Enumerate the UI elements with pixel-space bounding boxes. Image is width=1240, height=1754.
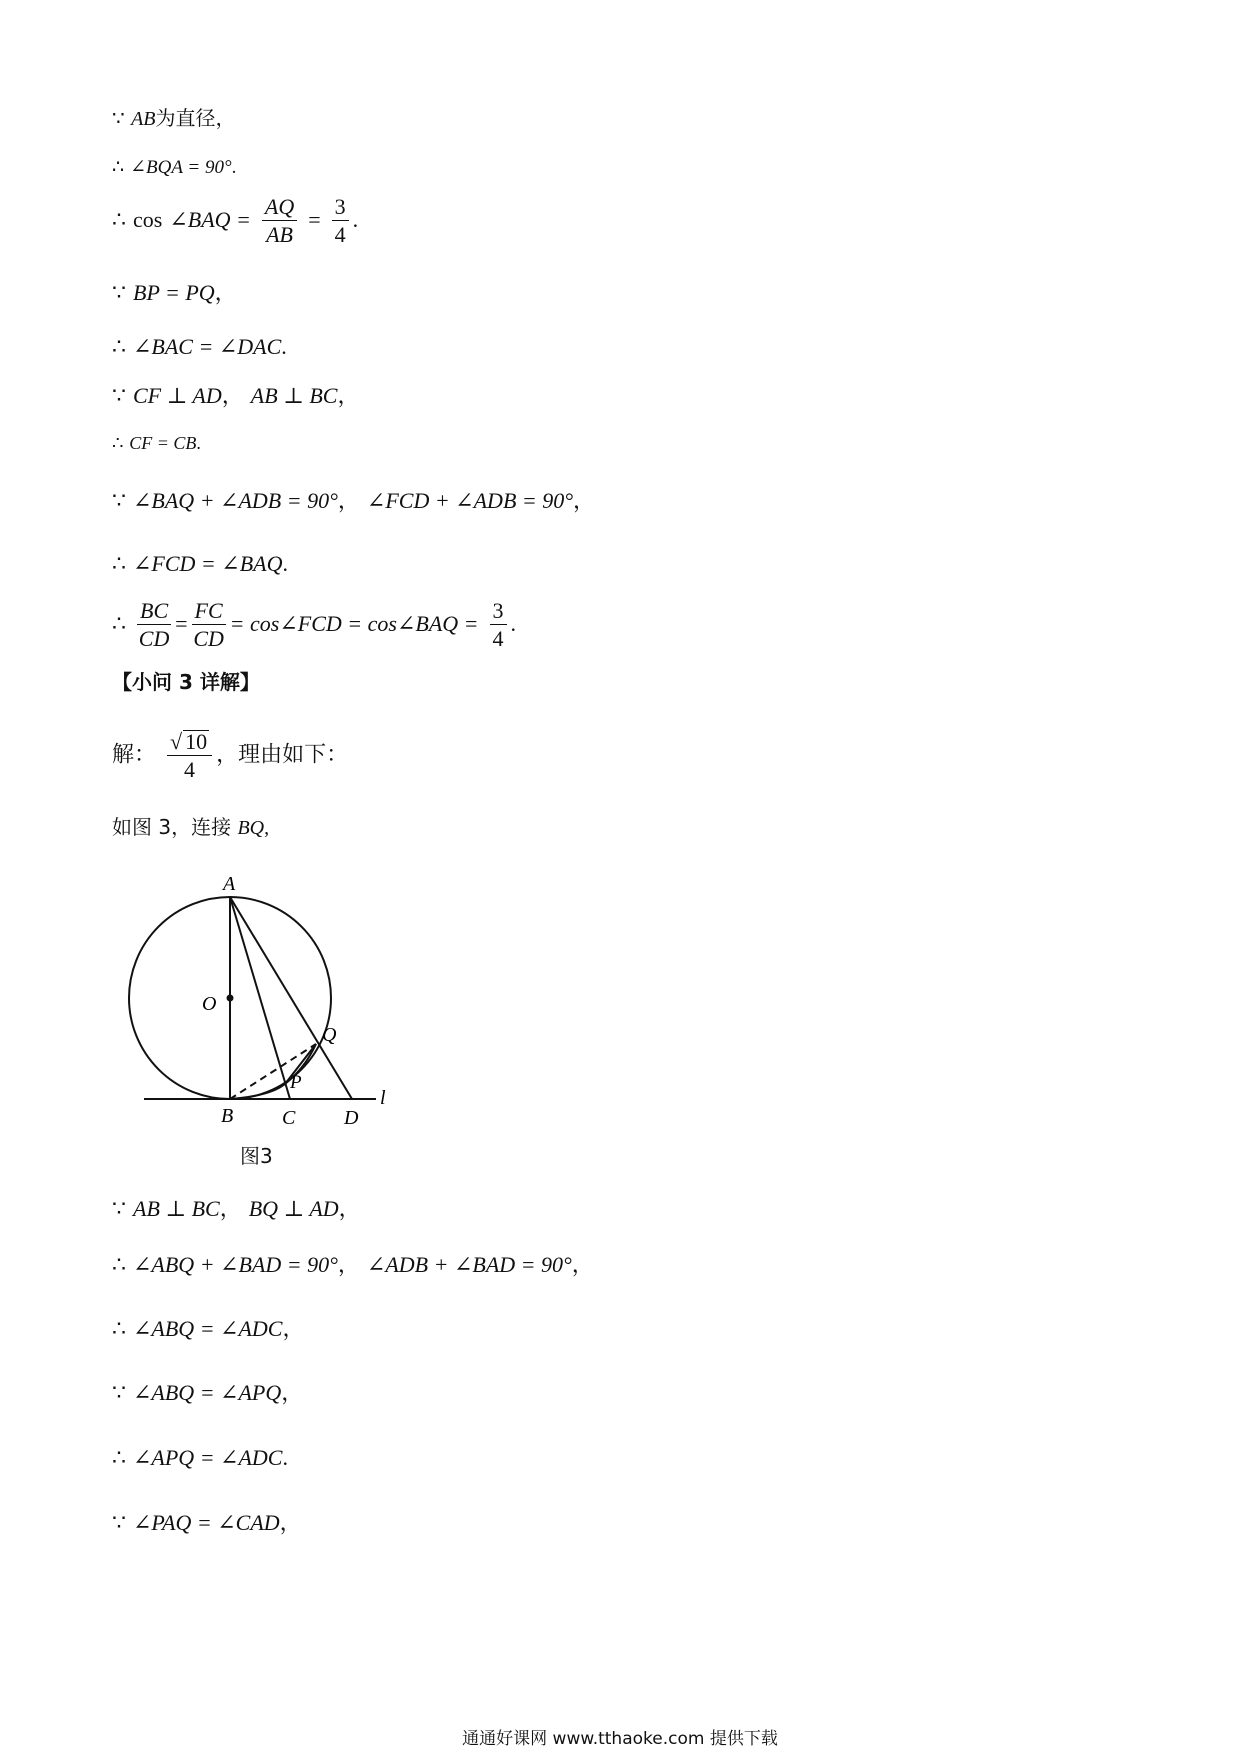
proof-line-6 [112,385,359,408]
punctuation: , [264,817,270,839]
therefore-symbol: ∴ [112,551,126,576]
therefore-symbol: ∴ [112,1252,126,1277]
proof-line-8 [112,490,595,513]
fraction-3-4 [490,600,507,650]
math-expr: AB ⊥ BC [250,383,338,408]
punctuation: . [352,207,359,232]
math-expr: ∠BAQ = [169,207,251,232]
equals-sign: = [308,207,321,232]
center-point-o [227,995,234,1002]
math-expr: CF ⊥ AD [133,383,222,408]
because-symbol: ∵ [112,1380,126,1405]
math-expr: ∠APQ = ∠ADC [133,1445,283,1470]
because-symbol: ∵ [112,108,125,130]
fraction-bc-cd [137,600,171,650]
proof-line-18 [112,1512,302,1535]
fraction-aq-ab [262,196,297,246]
denominator: 4 [184,757,196,782]
radicand: 10 [185,729,208,754]
math-expr: ∠FCD + ∠ADB = 90° [366,488,574,513]
punctuation: . [196,433,201,453]
math-expr: BQ ⊥ AD [248,1196,339,1221]
numerator: AQ [262,196,297,221]
math-expr: AB [131,108,156,130]
page-footer: 通通好课网 www.tthaoke.com 提供下载 [462,1729,778,1749]
denominator: CD [193,626,224,651]
proof-line-14 [112,1254,594,1277]
proof-line-12 [112,817,269,838]
proof-line-16 [112,1382,303,1405]
math-expr: ∠BQA = 90° [130,157,232,178]
punctuation: . [231,157,237,178]
punctuation: ， [282,1317,305,1342]
label-o: O [202,993,217,1015]
equals-sign: = [175,611,188,636]
section-heading: 【小问 3 详解】 [112,670,260,694]
denominator: CD [138,626,170,651]
punctuation: ， [338,1197,361,1222]
proof-line-1 [112,108,236,129]
math-expr: ∠ABQ = ∠APQ [133,1380,282,1405]
numerator: 3 [490,600,507,625]
math-expr: ∠BAC = ∠DAC [133,334,282,359]
label-d: D [344,1107,359,1129]
numerator: 3 [332,196,349,221]
numerator: BC [137,600,171,625]
proof-line-10 [112,600,516,650]
math-expr: ∠ADB + ∠BAD = 90° [366,1252,572,1277]
math-expr: BP = PQ [133,280,215,305]
denominator: AB [266,222,293,247]
punctuation: ， [571,1253,594,1278]
proof-line-7 [112,434,201,453]
answer-prefix: 解： [112,742,157,768]
text-fragment: ，理由如下： [216,742,349,768]
because-symbol: ∵ [112,383,126,408]
figure-caption: 图3 [240,1144,273,1168]
punctuation: ， [573,489,596,514]
therefore-symbol: ∴ [112,1316,126,1341]
geometry-figure-3 [120,868,410,1168]
math-expr: ∠ABQ + ∠BAD = 90° [133,1252,338,1277]
punctuation: . [510,611,516,636]
segment-ad [230,897,352,1099]
separator: ， [219,1197,242,1222]
answer-line [112,730,348,781]
proof-line-5 [112,336,287,359]
because-symbol: ∵ [112,1196,126,1221]
separator: ， [221,384,244,409]
math-expr: BQ [237,817,265,839]
math-expr: ∠PAQ = ∠CAD [133,1510,280,1535]
math-expr: CF = CB [129,433,197,453]
therefore-symbol: ∴ [112,157,125,178]
punctuation: ， [279,1511,302,1536]
text-fragment: 如图 3，连接 [112,815,232,839]
denominator: 4 [334,222,346,247]
because-symbol: ∵ [112,488,126,513]
math-expr: ∠BAQ + ∠ADB = 90° [133,488,338,513]
math-expr: ∠FCD = ∠BAQ [133,551,283,576]
proof-line-2 [112,158,236,177]
text-fragment: 为直径， [155,106,236,130]
proof-line-3 [112,196,358,246]
proof-line-4 [112,282,237,305]
label-c: C [282,1107,296,1129]
label-b: B [221,1105,234,1127]
therefore-symbol: ∴ [112,334,126,359]
segment-ac [230,897,290,1099]
math-expr: ∠ABQ = ∠ADC [133,1316,283,1341]
math-expr: AB ⊥ BC [133,1196,220,1221]
denominator: 4 [492,626,504,651]
because-symbol: ∵ [112,1510,126,1535]
numerator: √ 10 [167,730,212,756]
punctuation: . [282,1445,288,1470]
numerator: FC [192,600,226,625]
separator: ， [337,1253,360,1278]
cos-function: cos [133,207,163,232]
punctuation: ， [281,1381,304,1406]
therefore-symbol: ∴ [112,1445,126,1470]
therefore-symbol: ∴ [112,207,126,232]
punctuation: . [281,334,287,359]
label-a: A [223,873,236,895]
proof-line-9 [112,553,288,576]
proof-line-13 [112,1198,361,1221]
separator: ， [337,489,360,514]
fraction-fc-cd [192,600,226,650]
label-l: l [380,1087,386,1109]
fraction-3-4 [332,196,349,246]
proof-line-17 [112,1447,288,1470]
punctuation: ， [214,281,237,306]
punctuation: . [282,551,288,576]
therefore-symbol: ∴ [112,433,124,453]
proof-line-15 [112,1318,305,1341]
math-expr: = cos∠FCD = cos∠BAQ = [229,611,479,636]
label-p: P [290,1072,302,1093]
fraction-sqrt10-4 [167,730,212,781]
because-symbol: ∵ [112,280,126,305]
label-q: Q [322,1024,337,1046]
punctuation: ， [337,384,360,409]
therefore-symbol: ∴ [112,611,126,636]
